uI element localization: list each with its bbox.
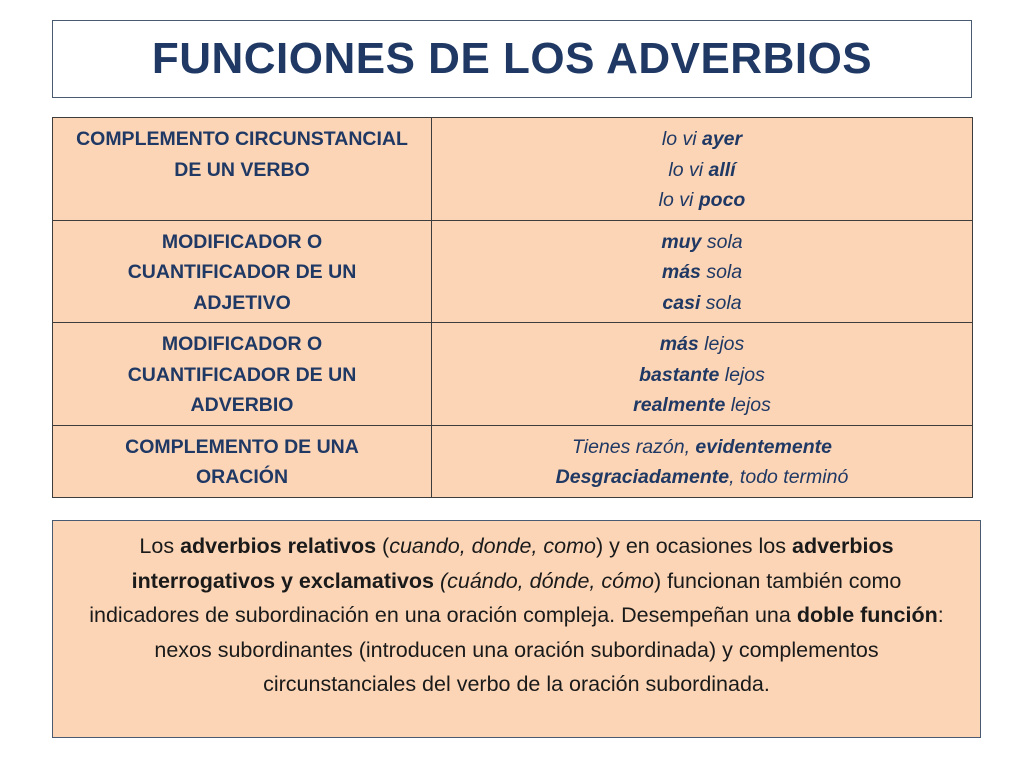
title-box xyxy=(52,20,972,98)
function-label xyxy=(53,220,432,323)
example-line: lo vi ayer xyxy=(661,128,743,150)
example-line: realmente lejos xyxy=(633,394,771,416)
table-row xyxy=(53,323,973,426)
examples-cell xyxy=(432,118,973,221)
example-line: más lejos xyxy=(659,333,745,355)
examples-cell xyxy=(432,425,973,497)
example-line: Desgraciadamente, todo terminó xyxy=(555,466,849,488)
table-row xyxy=(53,220,973,323)
example-line: casi sola xyxy=(662,291,742,314)
functions-table xyxy=(52,117,973,498)
label-line: COMPLEMENTO DE UNA xyxy=(125,435,359,458)
note-box xyxy=(52,520,981,738)
example-line: más sola xyxy=(661,261,743,283)
example-line: Tienes razón, evidentemente xyxy=(572,435,832,458)
table-row xyxy=(53,118,973,221)
label-line: MODIFICADOR O xyxy=(161,333,323,355)
label-line: MODIFICADOR O xyxy=(161,230,323,253)
label-line: COMPLEMENTO CIRCUNSTANCIAL xyxy=(76,128,408,150)
page-title: FUNCIONES DE LOS ADVERBIOS xyxy=(151,34,873,83)
example-line: muy sola xyxy=(661,230,743,253)
label-line: ADJETIVO xyxy=(193,291,291,314)
note-paragraph: Los adverbios relativos (cuando, donde, como) y en ocasiones los adverbios interrogativos y exclamativos (cuándo, dónde, cómo) funcionan también como indicadores de subordinación en una oración compleja. Desempeñan una doble función: nexos subordinantes (introducen una oración subordinada) y complementos circunstanciales del verbo de la oración subordinada. xyxy=(89,534,944,696)
function-label xyxy=(53,425,432,497)
label-line: CUANTIFICADOR DE UN xyxy=(127,261,357,283)
table-row xyxy=(53,425,973,497)
example-line: lo vi allí xyxy=(668,158,736,181)
example-line: lo vi poco xyxy=(658,189,746,211)
label-line: CUANTIFICADOR DE UN xyxy=(127,363,357,386)
function-label xyxy=(53,323,432,426)
examples-cell xyxy=(432,220,973,323)
label-line: ADVERBIO xyxy=(190,394,294,416)
example-line: bastante lejos xyxy=(639,363,765,386)
examples-cell xyxy=(432,323,973,426)
label-line: ORACIÓN xyxy=(195,466,289,488)
function-label xyxy=(53,118,432,221)
label-line: DE UN VERBO xyxy=(174,158,310,181)
